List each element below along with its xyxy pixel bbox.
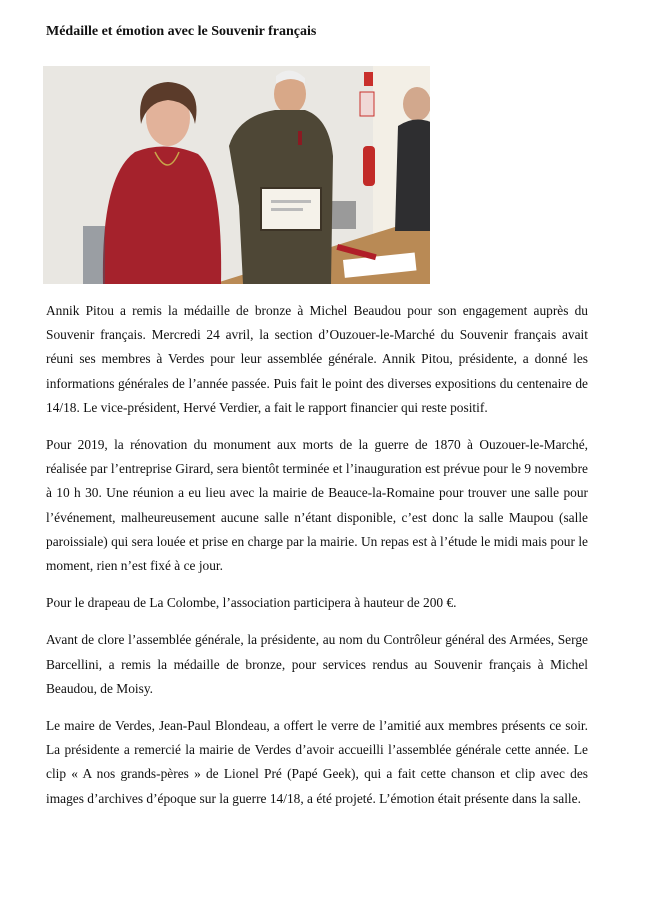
paragraph: Pour le drapeau de La Colombe, l’association participera à hauteur de 200 €.	[46, 595, 457, 611]
article-title: Médaille et émotion avec le Souvenir français	[46, 24, 317, 39]
fire-sign	[364, 72, 373, 86]
fire-extinguisher	[363, 146, 375, 186]
ceremony-photo	[43, 66, 430, 284]
paragraph: Avant de clore l’assemblée générale, la présidente, au nom du Contrôleur général des Armées, Serge Barcellini, a remis la médaille de bronze, pour services rendus au Souvenir français à Michel Beaudou, de Moisy.	[46, 632, 588, 696]
man-right-sweater	[395, 119, 430, 231]
article-body	[46, 299, 588, 824]
article-photo	[43, 66, 430, 284]
background-figure	[83, 226, 105, 284]
man-right-head	[403, 87, 430, 121]
safety-sign	[360, 92, 374, 116]
paragraph: Le maire de Verdes, Jean-Paul Blondeau, a offert le verre de l’amitié aux membres présents ce soir. La présidente a remercié la mairie de Verdes d’avoir accueilli l’assemblée générale cette année. Le clip « A nos grands-pères » de Lionel Pré (Papé Geek), qui a fait cette chanson et clip avec des images d’archives d’époque sur la guerre 14/18, a été projeté. L’émotion était présente dans la salle.	[46, 718, 588, 806]
paragraph: Pour 2019, la rénovation du monument aux morts de la guerre de 1870 à Ouzouer-le-Marché, réalisée par l’entreprise Girard, sera bientôt terminée et l’inauguration est prévue pour le 9 novembre à 10 h 30. Une réunion a eu lieu avec la mairie de Beauce-la-Romaine pour trouver une salle pour l’événement, malheureusement aucune salle n’étant disponible, c’est donc la salle Maupou (salle paroissiale) qui sera louée et prise en charge par la mairie. Un repas est à l’étude le midi mais pour le moment, rien n’est fixé à ce jour.	[46, 437, 588, 574]
certificate-line	[271, 200, 311, 203]
medal	[298, 131, 302, 145]
certificate-line	[271, 208, 303, 211]
paragraph: Annik Pitou a remis la médaille de bronze à Michel Beaudou pour son engagement auprès du Souvenir français. Mercredi 24 avril, la section d’Ouzouer-le-Marché du Souvenir français avait réuni ses membres à Verdes pour leur assemblée générale. Annik Pitou, présidente, a donné les informations générales de l’année passée. Puis fait le point des diverses expositions du centenaire de 14/18. Le vice-président, Hervé Verdier, a fait le rapport financier qui reste positif.	[46, 303, 588, 415]
